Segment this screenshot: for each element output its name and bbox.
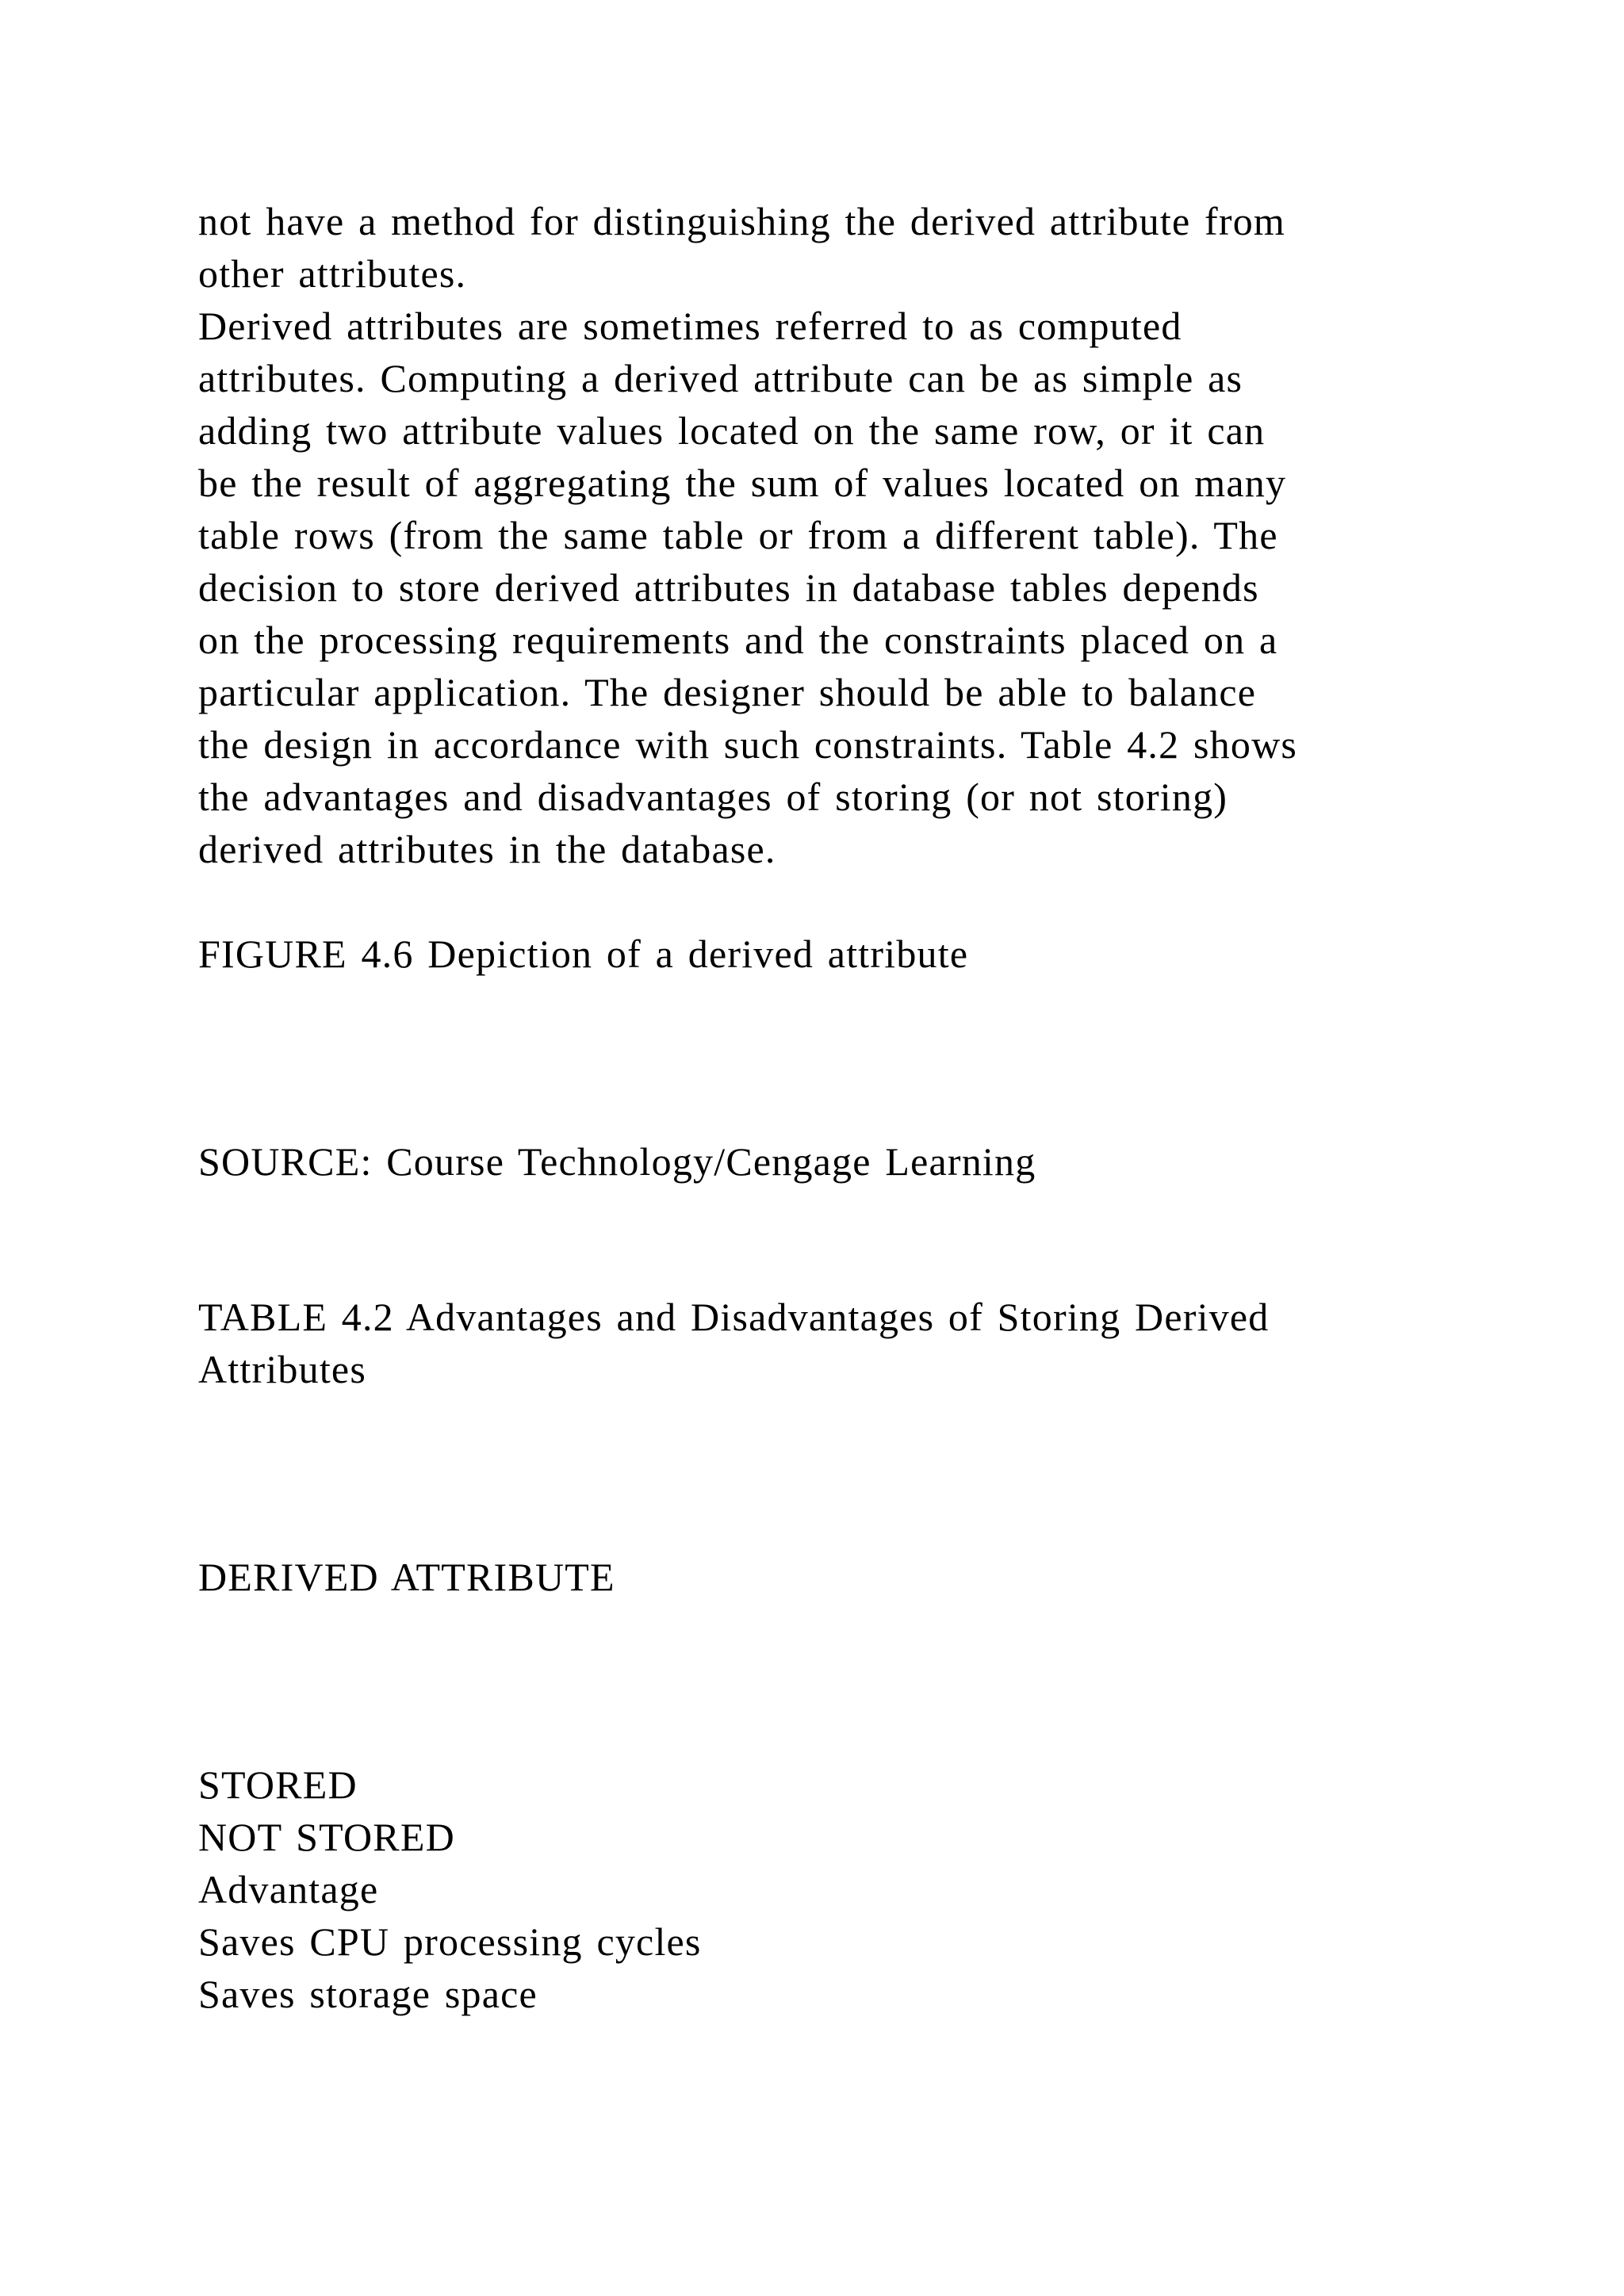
table-cell: Advantage: [198, 1867, 379, 1911]
table-caption-line: TABLE 4.2 Advantages and Disadvantages of Storing Derived: [198, 1295, 1270, 1339]
paragraph-line: decision to store derived attributes in database tables depends: [198, 565, 1259, 610]
paragraph-line: the design in accordance with such constraints. Table 4.2 shows: [198, 722, 1298, 767]
paragraph-line: the advantages and disadvantages of storing (or not storing): [198, 775, 1228, 819]
paragraph-line: particular application. The designer should be able to balance: [198, 670, 1257, 714]
paragraph-line: on the processing requirements and the constraints placed on a: [198, 618, 1278, 662]
table-cell: NOT STORED: [198, 1815, 455, 1859]
table-caption-line: Attributes: [198, 1347, 366, 1391]
paragraph-line: derived attributes in the database.: [198, 827, 776, 871]
paragraph-line: not have a method for distinguishing the derived attribute from: [198, 199, 1286, 243]
paragraph-line: adding two attribute values located on the same row, or it can: [198, 408, 1266, 453]
table-header: DERIVED ATTRIBUTE: [198, 1555, 615, 1599]
table-cell: Saves CPU processing cycles: [198, 1919, 702, 1964]
paragraph-line: be the result of aggregating the sum of values located on many: [198, 461, 1287, 505]
table-cell: Saves storage space: [198, 1972, 538, 2016]
paragraph-line: table rows (from the same table or from a different table). The: [198, 513, 1278, 557]
figure-caption: FIGURE 4.6 Depiction of a derived attribute: [198, 932, 969, 976]
figure-source: SOURCE: Course Technology/Cengage Learning: [198, 1139, 1036, 1184]
paragraph-line: other attributes.: [198, 251, 467, 296]
paragraph-line: Derived attributes are sometimes referred to as computed: [198, 304, 1182, 348]
table-cell: STORED: [198, 1762, 358, 1807]
paragraph-line: attributes. Computing a derived attribute can be as simple as: [198, 356, 1243, 400]
